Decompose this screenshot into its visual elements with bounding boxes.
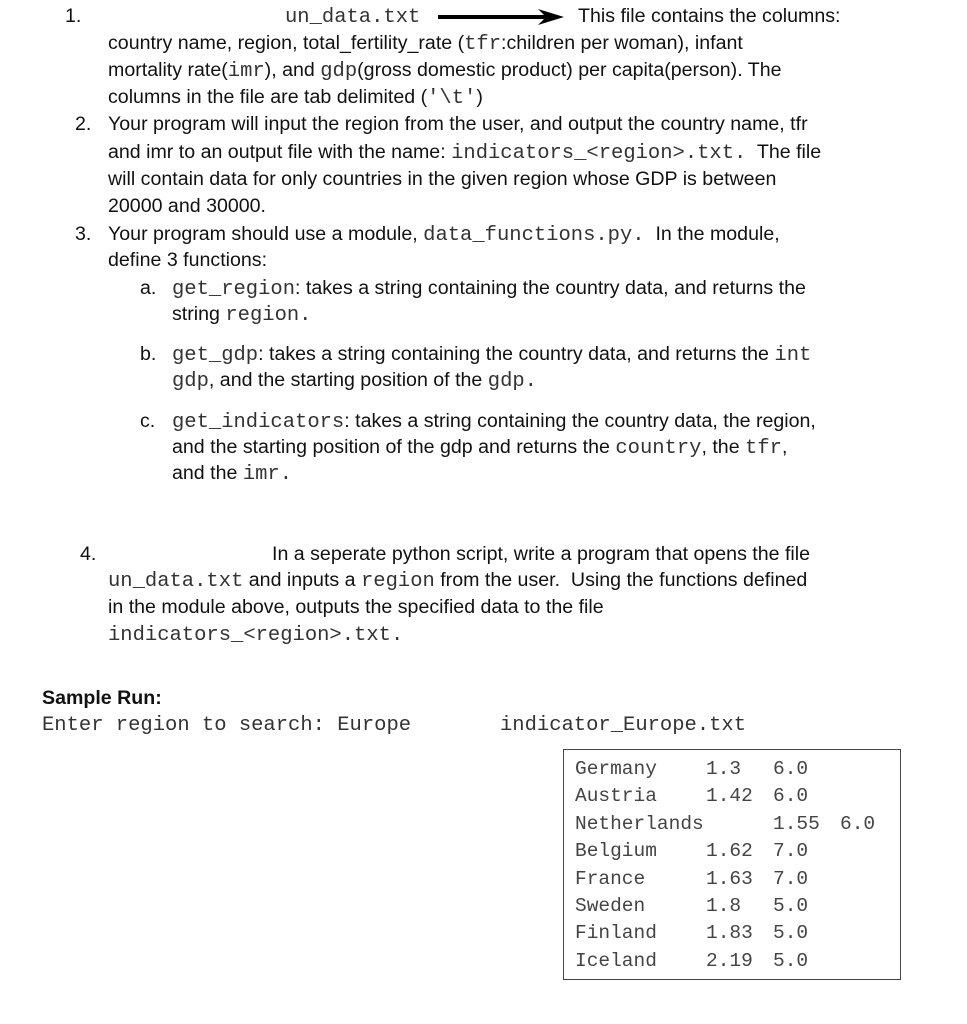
text-line [108, 167, 776, 191]
code-text: gdp [172, 370, 209, 393]
code-text: gdp. [487, 370, 537, 393]
output-country: Belgium [575, 840, 657, 863]
text-segment: columns in the file are tab delimited ( [108, 86, 428, 108]
text-line [108, 85, 483, 111]
list-marker: 1. [65, 5, 82, 27]
code-text: imr [227, 60, 265, 83]
text-line [108, 622, 403, 648]
output-tfr: 2.19 [706, 949, 753, 972]
text-line [172, 342, 811, 368]
output-tfr: 1.42 [706, 785, 753, 808]
code-text: get_region [172, 278, 296, 301]
text-segment: 20000 and 30000. [108, 195, 266, 217]
output-tfr: 1.55 [773, 812, 820, 835]
text-line [108, 595, 604, 619]
text-line [172, 461, 292, 487]
output-tfr: 1.3 [706, 758, 742, 780]
output-filename: indicator_Europe.txt [500, 714, 747, 737]
list-marker: 3. [75, 223, 92, 245]
text-line [172, 302, 311, 328]
code-text: imr. [242, 463, 293, 486]
code-text: get_gdp [172, 344, 259, 367]
text-segment: define 3 functions: [108, 249, 268, 271]
list-marker: 4. [80, 543, 97, 565]
text-segment: The file [746, 141, 822, 163]
text-line [108, 31, 743, 57]
output-tfr: 1.63 [706, 867, 753, 890]
output-country: France [575, 867, 646, 890]
output-country: Germany [575, 758, 657, 780]
text-line [578, 4, 840, 28]
code-text: '\t' [427, 87, 477, 110]
output-country: Netherlands [575, 812, 704, 835]
output-imr: 6.0 [773, 758, 809, 780]
code-text: gdp [320, 60, 358, 83]
text-line [108, 194, 266, 218]
text-segment: Your program will input the region from the user, and output the country name, tfr [108, 113, 808, 135]
sample-run-heading: Sample Run: [42, 687, 162, 709]
text-line [172, 368, 537, 394]
output-tfr: 1.8 [706, 895, 742, 917]
text-line [108, 248, 267, 272]
text-line [108, 222, 780, 248]
text-segment: , the [701, 436, 746, 458]
code-text: un_data.txt [285, 6, 421, 29]
text-line [172, 276, 806, 302]
code-text: tfr [464, 33, 502, 56]
list-marker: b. [140, 343, 157, 365]
output-tfr: 1.83 [706, 922, 753, 945]
text-segment: in the module above, outputs the specified data to the file [108, 596, 604, 618]
output-country: Finland [575, 922, 657, 945]
code-text: get_indicators [172, 411, 345, 434]
text-segment: and inputs a [243, 569, 361, 591]
text-line [172, 409, 816, 435]
output-imr: 6.0 [773, 785, 809, 808]
code-text: tfr [745, 437, 782, 460]
code-text: region. [225, 304, 312, 327]
code-text: indicators_<region>.txt. [451, 142, 747, 165]
output-country: Iceland [575, 949, 657, 972]
text-segment: and imr to an output file with the name: [108, 141, 452, 163]
list-marker: a. [140, 277, 157, 299]
text-segment: : takes a string containing the country data, and returns the [295, 277, 806, 299]
text-line [108, 112, 808, 136]
output-imr: 7.0 [773, 840, 809, 863]
text-segment: , and the starting position of the [208, 369, 488, 391]
sample-prompt: Enter region to search: Europe [42, 714, 412, 737]
text-line [108, 568, 807, 594]
output-country: Austria [575, 785, 657, 808]
code-text: int [774, 344, 812, 367]
output-tfr: 1.62 [706, 840, 753, 863]
text-segment: In a seperate python script, write a program that opens the file [272, 543, 811, 565]
text-line [108, 140, 821, 166]
code-text: un_data.txt [108, 570, 244, 593]
output-country: Sweden [575, 895, 646, 917]
text-segment: string [172, 303, 226, 325]
text-segment: In the module, [644, 223, 780, 245]
arrow-icon [438, 8, 568, 26]
code-text: indicators_<region>.txt. [108, 624, 404, 647]
text-segment: , [781, 436, 788, 458]
output-imr: 5.0 [773, 895, 809, 917]
text-segment: from the user. Using the functions defined [434, 569, 808, 591]
code-text: region [360, 570, 435, 593]
output-imr: 6.0 [840, 812, 876, 835]
output-imr: 5.0 [773, 922, 809, 945]
code-text: country [615, 437, 702, 460]
text-segment: country name, region, total_fertility_rate ( [108, 32, 465, 54]
text-line [272, 542, 810, 566]
text-segment: (gross domestic product) per capita(person). The [357, 59, 782, 81]
text-segment: ) [476, 86, 483, 108]
text-segment: mortality rate( [108, 59, 228, 81]
list-marker: 2. [75, 113, 92, 135]
output-imr: 7.0 [773, 867, 809, 890]
text-line [285, 4, 420, 30]
text-segment: :children per woman), infant [501, 32, 743, 54]
text-segment: : takes a string containing the country data, and returns the [258, 343, 775, 365]
text-segment: : takes a string containing the country data, the region, [344, 410, 816, 432]
list-marker: c. [140, 410, 156, 432]
sample-output-box [563, 749, 901, 980]
text-segment: Your program should use a module, [108, 223, 424, 245]
text-line [108, 58, 782, 84]
text-segment: and the starting position of the gdp and returns the [172, 436, 616, 458]
text-segment: ), and [264, 59, 321, 81]
text-segment: This file contains the columns: [578, 5, 841, 27]
output-imr: 5.0 [773, 949, 809, 972]
text-segment: and the [172, 462, 243, 484]
text-segment: will contain data for only countries in the given region whose GDP is between [108, 168, 777, 190]
code-text: data_functions.py. [423, 224, 645, 247]
text-line [172, 435, 787, 461]
